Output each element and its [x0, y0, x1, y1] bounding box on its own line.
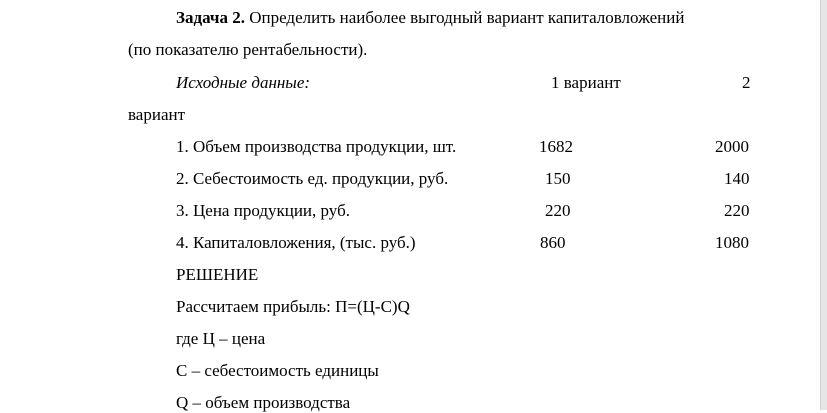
row-label: 1. Объем производства продукции, шт. — [176, 137, 457, 156]
solution-line: Рассчитаем прибыль: П=(Ц-С)Q — [176, 297, 410, 316]
solution-line: С – себестоимость единицы — [176, 361, 379, 380]
solution-line: Q – объем производства — [176, 393, 351, 412]
source-data-title: Исходные данные: — [176, 73, 311, 92]
task-heading — [176, 8, 684, 28]
row-value-variant1: 220 — [545, 201, 571, 220]
column-header-variant1: 1 вариант — [551, 73, 621, 92]
row-value-variant1: 1682 — [539, 137, 573, 156]
row-value-variant2: 2000 — [715, 137, 749, 156]
solution-line: где Ц – цена — [176, 329, 266, 348]
row-value-variant1: 150 — [545, 169, 571, 188]
solution-heading: РЕШЕНИЕ — [176, 265, 259, 284]
row-value-variant2: 140 — [724, 169, 750, 188]
task-label: Задача 2. — [176, 8, 245, 27]
column-header-variant2: 2 — [742, 73, 751, 92]
task-text-line2: (по показателю рентабельности). — [128, 40, 368, 59]
row-label: 2. Себестоимость ед. продукции, руб. — [176, 169, 449, 188]
row-label: 3. Цена продукции, руб. — [176, 201, 350, 220]
row-value-variant1: 860 — [540, 233, 566, 252]
task-text-line1: Определить наиболее выгодный вариант капиталовложений — [249, 8, 685, 27]
column-header-variant2-wrap: вариант — [128, 105, 186, 124]
row-value-variant2: 1080 — [715, 233, 749, 252]
row-label: 4. Капиталовложения, (тыс. руб.) — [176, 233, 416, 252]
row-value-variant2: 220 — [724, 201, 750, 220]
page-edge — [820, 0, 827, 410]
